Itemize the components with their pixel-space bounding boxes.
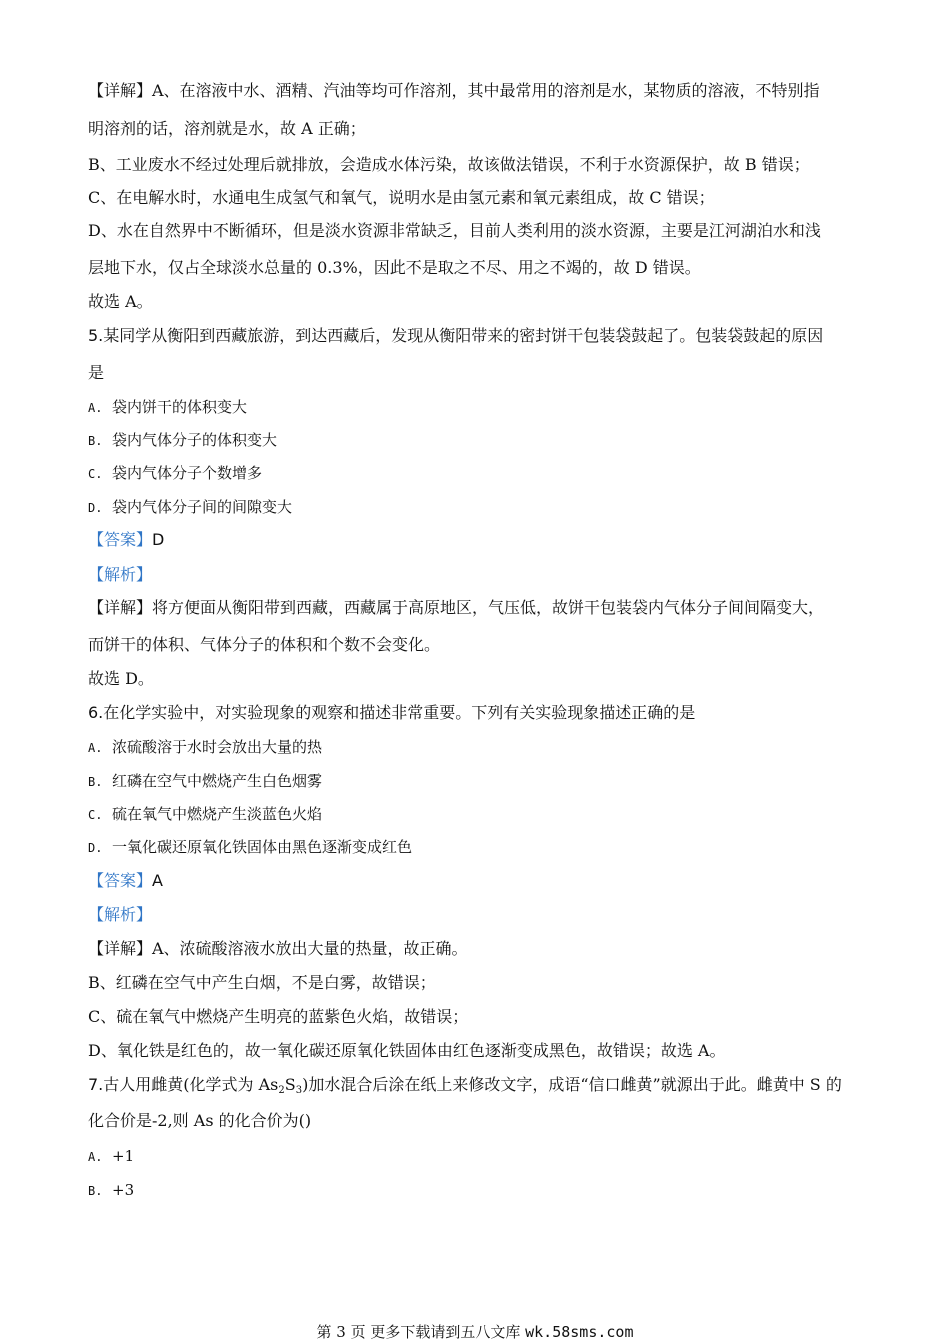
answer-line [88,871,870,891]
detail-line: 而饼干的体积、气体分子的体积和个数不会变化。 [88,635,441,654]
analysis-label: 【解析】 [88,905,153,924]
detail-line: B、工业废水不经过处理后就排放，会造成水体污染，故该做法错误，不利于水资源保护，故 B 错误； [88,155,810,174]
option-c [88,804,870,825]
option-b [88,771,870,792]
detail-line: 层地下水，仅占全球淡水总量的 0.3%，因此不是取之不尽、用之不竭的，故 D 错误。 [88,258,701,277]
option-letter: A. [88,741,103,755]
footer-page-text: 第 3 页 更多下载请到五八文库 [316,1323,521,1341]
option-text: 红磷在空气中燃烧产生白色烟雾 [112,772,323,790]
option-a [88,1146,870,1167]
footer-site-link[interactable]: wk.58sms.com [525,1323,634,1341]
question-text: 古人用雌黄(化学式为 As [103,1075,279,1094]
choose-line: 故选 D。 [88,669,154,688]
page-footer [0,1321,950,1342]
answer-value: A [152,871,163,890]
answer-line [88,530,870,550]
detail-line: C、硫在氧气中燃烧产生明亮的蓝紫色火焰，故错误； [88,1007,469,1026]
option-d [88,497,870,518]
option-text: 袋内饼干的体积变大 [112,398,248,416]
question-6-stem [88,703,870,723]
option-letter: C. [88,467,103,481]
question-text: 某同学从衡阳到西藏旅游，到达西藏后，发现从衡阳带来的密封饼干包装袋鼓起了。包装袋鼓起的原因 [103,326,824,345]
detail-line: 明溶剂的话，溶剂就是水，故 A 正确； [88,119,366,138]
option-text: 一氧化碳还原氧化铁固体由黑色逐渐变成红色 [112,838,413,856]
option-text: 浓硫酸溶于水时会放出大量的热 [112,738,323,756]
option-letter: B. [88,1184,103,1198]
subscript: 2 [278,1085,285,1096]
question-number: 7. [88,1075,104,1094]
detail-line: 【详解】A、在溶液中水、酒精、汽油等均可作溶剂，其中最常用的溶剂是水，某物质的溶液，不特别指 [88,81,820,100]
analysis-label: 【解析】 [88,565,153,584]
question-number: 6. [88,703,104,722]
option-letter: A. [88,401,103,415]
option-a [88,397,870,418]
detail-line: 【详解】A、浓硫酸溶液水放出大量的热量，故正确。 [88,939,468,958]
option-c [88,463,870,484]
question-text: )加水混合后涂在纸上来修改文字，成语“信口雌黄”就源出于此。雌黄中 S 的 [302,1075,842,1094]
option-letter: D. [88,501,103,515]
option-text: 袋内气体分子间的间隙变大 [112,498,293,516]
option-letter: C. [88,808,103,822]
option-text: 袋内气体分子个数增多 [112,464,263,482]
detail-line: C、在电解水时，水通电生成氢气和氧气，说明水是由氢元素和氧元素组成，故 C 错误； [88,188,715,207]
option-a [88,737,870,758]
question-5-stem [88,326,870,346]
detail-line: B、红磷在空气中产生白烟，不是白雾，故错误； [88,973,436,992]
detail-line: 【详解】将方便面从衡阳带到西藏，西藏属于高原地区，气压低，故饼干包装袋内气体分子间间隔变大， [88,598,825,617]
question-7-stem-cont: 化合价是-2,则 As 的化合价为() [88,1111,312,1130]
detail-line: D、水在自然界中不断循环，但是淡水资源非常缺乏，目前人类利用的淡水资源，主要是江河湖泊水和浅 [88,221,821,240]
choose-line: 故选 A。 [88,292,153,311]
subscript: 3 [295,1085,303,1096]
answer-label: 【答案】 [88,530,153,549]
question-number: 5. [88,326,104,345]
question-text: S [284,1075,296,1094]
option-letter: B. [88,434,103,448]
option-text: 硫在氧气中燃烧产生淡蓝色火焰 [112,805,323,823]
option-text: +1 [112,1147,135,1165]
detail-line: D、氧化铁是红色的，故一氧化碳还原氧化铁固体由红色逐渐变成黑色，故错误；故选 A。 [88,1041,726,1060]
question-text: 在化学实验中，对实验现象的观察和描述非常重要。下列有关实验现象描述正确的是 [103,703,696,722]
question-5-stem-cont: 是 [88,363,105,382]
answer-label: 【答案】 [88,871,153,890]
option-letter: D. [88,841,103,855]
option-letter: B. [88,775,103,789]
option-b [88,1180,870,1201]
option-letter: A. [88,1150,103,1164]
option-text: +3 [112,1181,135,1199]
option-text: 袋内气体分子的体积变大 [112,431,278,449]
option-b [88,430,870,451]
answer-value: D [152,530,165,549]
option-d [88,837,870,858]
question-7-stem [88,1075,870,1095]
